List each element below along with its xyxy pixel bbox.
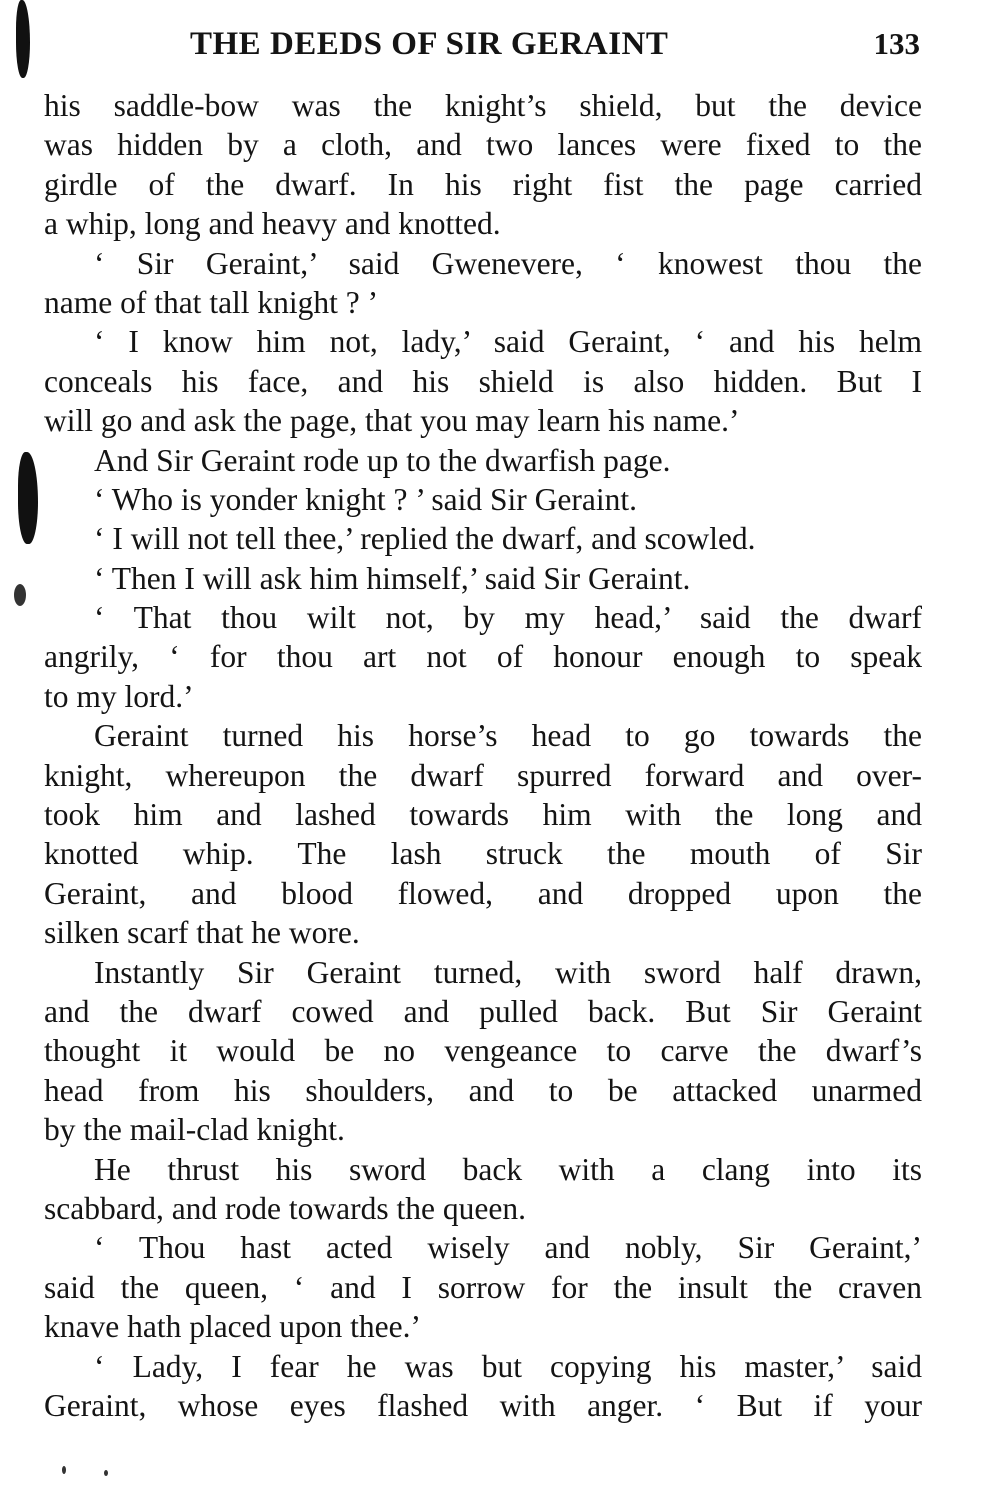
text-line: silken scarf that he wore. — [44, 915, 360, 951]
text-line: a whip, long and heavy and knotted. — [44, 206, 501, 242]
text-line: took him and lashed towards him with the long and — [44, 797, 922, 833]
text-line: said the queen, ‘ and I sorrow for the insult the craven — [44, 1269, 922, 1305]
text-line: by the mail-clad knight. — [44, 1112, 345, 1148]
text-line: angrily, ‘ for thou art not of honour enough to speak — [44, 639, 922, 675]
page-number: 133 — [873, 26, 920, 61]
text-line: name of that tall knight ? ’ — [44, 284, 379, 320]
text-line: Geraint turned his horse’s head to go towards the — [94, 718, 922, 754]
body-text — [44, 86, 922, 1425]
binding-shadow-top — [16, 0, 30, 78]
running-title: THE DEEDS OF SIR GERAINT — [190, 26, 669, 62]
text-line: He thrust his sword back with a clang into its — [94, 1151, 922, 1187]
text-line: thought it would be no vengeance to carve the dwarf’s — [44, 1033, 922, 1069]
text-line: ‘ Who is yonder knight ? ’ said Sir Geraint. — [94, 481, 637, 517]
bottom-speck-1 — [62, 1466, 66, 1474]
text-line: Geraint, whose eyes flashed with anger. ‘ But if your — [44, 1387, 922, 1423]
text-line: ‘ I will not tell thee,’ replied the dwarf, and scowled. — [94, 521, 756, 557]
text-line: ‘ Lady, I fear he was but copying his master,’ said — [94, 1348, 922, 1384]
text-line: ‘ I know him not, lady,’ said Geraint, ‘ and his helm — [94, 324, 922, 360]
binding-speck — [14, 584, 26, 606]
text-line: and the dwarf cowed and pulled back. But Sir Geraint — [44, 993, 922, 1029]
text-line: Geraint, and blood flowed, and dropped upon the — [44, 875, 922, 911]
text-line: his saddle-bow was the knight’s shield, but the device — [44, 88, 922, 123]
text-line: ‘ That thou wilt not, by my head,’ said the dwarf — [94, 600, 922, 636]
text-line: scabbard, and rode towards the queen. — [44, 1190, 526, 1226]
text-line: conceals his face, and his shield is also hidden. But I — [44, 363, 922, 399]
text-line: will go and ask the page, that you may learn his name.’ — [44, 403, 740, 439]
text-line: was hidden by a cloth, and two lances were fixed to the — [44, 127, 922, 163]
text-line: knotted whip. The lash struck the mouth of Sir — [44, 836, 922, 872]
text-line: knave hath placed upon thee.’ — [44, 1309, 421, 1345]
binding-shadow-middle — [18, 452, 38, 544]
text-line: ‘ Sir Geraint,’ said Gwenevere, ‘ knowest thou the — [94, 245, 922, 281]
text-line: And Sir Geraint rode up to the dwarfish page. — [94, 442, 671, 478]
page-header — [190, 26, 920, 76]
text-line: head from his shoulders, and to be attacked unarmed — [44, 1072, 922, 1108]
bottom-speck-2 — [104, 1470, 108, 1476]
text-line: ‘ Thou hast acted wisely and nobly, Sir Geraint,’ — [94, 1230, 922, 1266]
text-line: Instantly Sir Geraint turned, with sword half drawn, — [94, 954, 922, 990]
text-line: girdle of the dwarf. In his right fist the page carried — [44, 166, 922, 202]
text-line: knight, whereupon the dwarf spurred forward and over- — [44, 757, 922, 793]
text-line: to my lord.’ — [44, 678, 194, 714]
text-line: ‘ Then I will ask him himself,’ said Sir Geraint. — [94, 560, 691, 596]
